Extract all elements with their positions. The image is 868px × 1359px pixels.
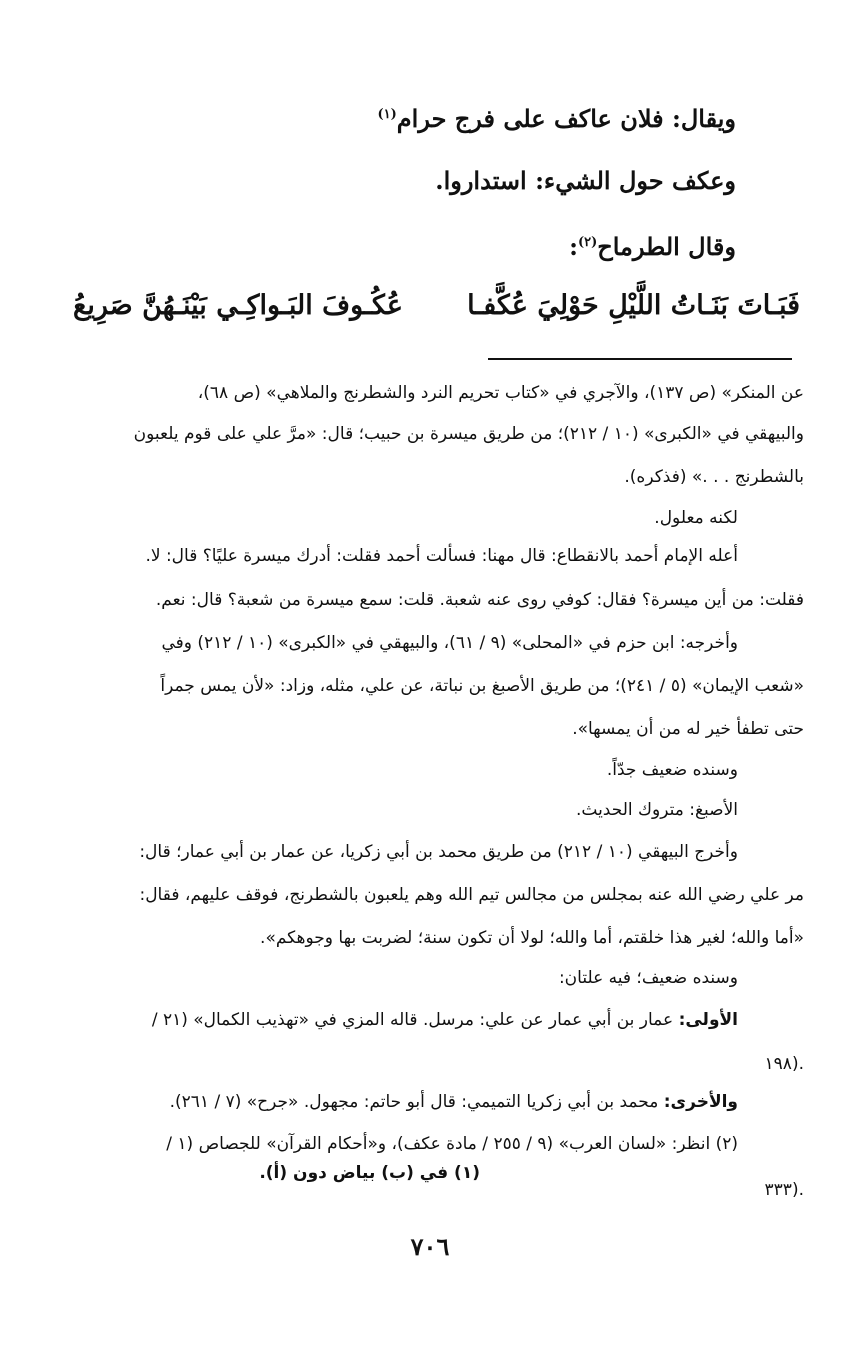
footnote-2: (٢) انظر: «لسان العرب» (٩ / ٢٥٥ / مادة عكف)، و«أحكام القرآن» للجصاص (١ / bbox=[166, 1134, 738, 1154]
main-text-line-3: وقال الطرماح$^{(٢)}$: bbox=[569, 232, 736, 261]
footnote-ref-2: (٢) bbox=[577, 235, 598, 250]
footnote-line: وأخرجه: ابن حزم في «المحلى» (٩ / ٦١)، والبيهقي في «الكبرى» (١٠ / ٢١٢) وفي bbox=[161, 633, 738, 653]
main-text-line-2: وعكف حول الشيء: استداروا. bbox=[435, 166, 736, 195]
footnote-line: عن المنكر» (ص ١٣٧)، والآجري في «كتاب تحريم النرد والشطرنج والملاهي» (ص ٦٨)، bbox=[197, 383, 804, 403]
footnote-1: (١) في (ب) بياض دون (أ). bbox=[259, 1163, 480, 1183]
footnote-line: وسنده ضعيف جدّاً. bbox=[606, 760, 738, 780]
footnote-first-defect-continuation: ١٩٨). bbox=[764, 1054, 804, 1074]
page-number: ٧٠٦ bbox=[410, 1232, 450, 1261]
footnote-line: لكنه معلول. bbox=[654, 508, 738, 528]
footnote-line: وسنده ضعيف؛ فيه علتان: bbox=[558, 968, 738, 988]
verse-second-hemistich: عُكُـوفَ البَـواكِـي بَيْنَـهُنَّ صَرِيعُ bbox=[73, 290, 403, 321]
footnote-line: الأصبغ: متروك الحديث. bbox=[575, 800, 738, 820]
footnote-second-defect: والأخرى: محمد بن أبي زكريا التميمي: قال أبو حاتم: مجهول. «جرح» (٧ / ٢٦١). bbox=[169, 1092, 738, 1112]
footnote-line: بالشطرنج . . .» (فذكره). bbox=[624, 467, 804, 487]
footnote-ref-1: (١) bbox=[377, 107, 397, 122]
main-text-line-1: ويقال: فلان عاكف على فرج حرام$^{(١)}$ bbox=[377, 104, 736, 133]
footnote-line: وأخرج البيهقي (١٠ / ٢١٢) من طريق محمد بن أبي زكريا، عن عمار بن أبي عمار؛ قال: bbox=[139, 842, 738, 862]
footnote-line: أعله الإمام أحمد بالانقطاع: قال مهنا: فسألت أحمد فقلت: أدرك ميسرة عليًا؟ قال: لا. bbox=[145, 546, 738, 566]
footnote-line: «شعب الإيمان» (٥ / ٢٤١)؛ من طريق الأصبغ بن نباتة، عن علي، مثله، وزاد: «لأن يمس جمراً bbox=[160, 676, 804, 696]
footnote-line: والبيهقي في «الكبرى» (١٠ / ٢١٢)؛ من طريق ميسرة بن حبيب؛ قال: «مرَّ علي على قوم يلعبون bbox=[133, 424, 804, 444]
footnote-first-defect: الأولى: عمار بن أبي عمار عن علي: مرسل. قاله المزي في «تهذيب الكمال» (٢١ / bbox=[151, 1010, 738, 1030]
footnote-line: حتى تطفأ خير له من أن يمسها». bbox=[572, 719, 804, 739]
footnote-line: مر علي رضي الله عنه بمجلس من مجالس تيم الله وهم يلعبون بالشطرنج، فوقف عليهم، فقال: bbox=[139, 885, 804, 905]
footnote-separator bbox=[488, 358, 792, 360]
footnote-line: فقلت: من أين ميسرة؟ فقال: كوفي روى عنه شعبة. قلت: سمع ميسرة من شعبة؟ قال: نعم. bbox=[155, 590, 804, 610]
footnote-2-continuation: ٣٣٣). bbox=[764, 1180, 804, 1200]
verse-first-hemistich: فَبَـاتَ بَنَـاتُ اللَّيْلِ حَوْلِيَ عُكَّفـا bbox=[467, 290, 800, 321]
footnote-line: «أما والله؛ لغير هذا خلقتم، أما والله؛ لولا أن تكون سنة؛ لضربت بها وجوهكم». bbox=[260, 928, 804, 948]
